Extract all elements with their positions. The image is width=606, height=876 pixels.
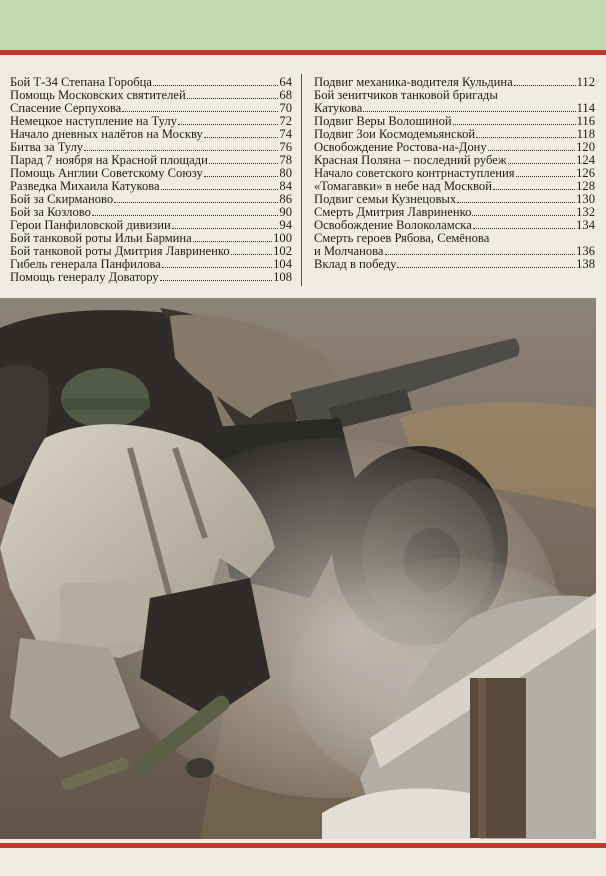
toc-leader-dots xyxy=(187,98,279,99)
toc-leader-dots xyxy=(204,176,279,177)
toc-entry-page: 76 xyxy=(279,140,292,154)
toc-entry-title-line1: Смерть героев Рябова, Семёнова xyxy=(314,231,490,245)
toc-entry-page: 86 xyxy=(279,192,292,206)
toc-leader-dots xyxy=(193,241,272,242)
bottom-margin xyxy=(0,848,606,876)
toc-entry-page: 90 xyxy=(279,205,292,219)
toc-entry-title: Подвиг механика-водителя Кульдина xyxy=(314,75,513,89)
toc-entry-page: 68 xyxy=(279,88,292,102)
toc-entry-page: 108 xyxy=(273,270,292,284)
toc-entry-page: 72 xyxy=(279,114,292,128)
toc-leader-dots xyxy=(363,111,575,112)
toc-entry-page: 112 xyxy=(576,75,595,89)
toc-leader-dots xyxy=(397,267,575,268)
toc-leader-dots xyxy=(84,150,278,151)
toc-entry-title: Бой танковой роты Дмитрия Лавриненко xyxy=(10,244,230,258)
toc-entry-page: 136 xyxy=(576,244,595,258)
toc-entry-page: 64 xyxy=(279,75,292,89)
toc-entry-title: Помощь генералу Доватору xyxy=(10,270,159,284)
toc-entry-page: 100 xyxy=(273,231,292,245)
toc-entry-title: Красная Поляна – последний рубеж xyxy=(314,153,507,167)
toc-leader-dots xyxy=(204,137,279,138)
toc-entry-title: Разведка Михаила Катукова xyxy=(10,179,160,193)
toc-entry-title: Освобождение Ростова-на-Дону xyxy=(314,140,487,154)
toc-entry-page: 104 xyxy=(273,257,292,271)
toc-leader-dots xyxy=(385,254,576,255)
toc-entry[interactable] xyxy=(314,232,595,258)
toc-leader-dots xyxy=(178,124,279,125)
toc-entry[interactable] xyxy=(314,258,595,271)
toc-entry-title: Гибель генерала Панфилова xyxy=(10,257,161,271)
toc-leader-dots xyxy=(472,215,575,216)
toc-entry-page: 114 xyxy=(576,101,595,115)
toc-leader-dots xyxy=(231,254,272,255)
battle-photo xyxy=(0,298,596,839)
toc-entry-title: Помощь Англии Советскому Союзу xyxy=(10,166,203,180)
toc-leader-dots xyxy=(114,202,278,203)
toc-entry-page: 116 xyxy=(576,114,595,128)
toc-entry-page: 138 xyxy=(576,257,595,271)
toc-entry[interactable] xyxy=(10,271,292,284)
toc-leader-dots xyxy=(493,189,575,190)
toc-leader-dots xyxy=(172,228,279,229)
toc-entry-page: 128 xyxy=(576,179,595,193)
toc-entry-page: 134 xyxy=(576,218,595,232)
toc-entry-page: 94 xyxy=(279,218,292,232)
toc-leader-dots xyxy=(457,202,575,203)
toc-entry-page: 80 xyxy=(279,166,292,180)
top-red-rule xyxy=(0,50,606,55)
toc-leader-dots xyxy=(92,215,278,216)
top-color-band xyxy=(0,0,606,50)
toc-entry-page: 120 xyxy=(576,140,595,154)
toc-entry-page: 84 xyxy=(279,179,292,193)
toc-entry-title-line1: Бой зенитчиков танковой бригады xyxy=(314,88,498,102)
toc-entry-page: 70 xyxy=(279,101,292,115)
toc-leader-dots xyxy=(161,189,279,190)
toc-entry-title: Битва за Тулу xyxy=(10,140,84,154)
toc-entry-title: Подвиг Зои Космодемьянской xyxy=(314,127,476,141)
toc-entry[interactable] xyxy=(314,89,595,115)
toc-entry-title: Бой танковой роты Ильи Бармина xyxy=(10,231,192,245)
toc-right-column xyxy=(314,76,595,271)
toc-entry-page: 118 xyxy=(576,127,595,141)
toc-entry-title: Герои Панфиловской дивизии xyxy=(10,218,171,232)
toc-entry-title: Бой за Скирманово xyxy=(10,192,114,206)
column-divider xyxy=(301,74,302,286)
toc-leader-dots xyxy=(514,85,576,86)
toc-entry-title: Подвиг семьи Кузнецовых xyxy=(314,192,457,206)
toc-entry-page: 132 xyxy=(576,205,595,219)
toc-entry-title: и Молчанова xyxy=(314,244,384,258)
toc-entry-title: Начало советского контрнаступления xyxy=(314,166,515,180)
toc-entry-page: 74 xyxy=(279,127,292,141)
toc-leader-dots xyxy=(122,111,278,112)
toc-leader-dots xyxy=(209,163,279,164)
toc-entry-title: Помощь Московских святителей xyxy=(10,88,186,102)
artillery-crew-illustration xyxy=(0,298,596,839)
toc-entry-title: «Томагавки» в небе над Москвой xyxy=(314,179,492,193)
toc-leader-dots xyxy=(508,163,576,164)
toc-leader-dots xyxy=(516,176,576,177)
toc-entry-title: Подвиг Веры Волошиной xyxy=(314,114,452,128)
toc-entry-title: Освобождение Волоколамска xyxy=(314,218,472,232)
toc-leader-dots xyxy=(162,267,272,268)
toc-leader-dots xyxy=(488,150,575,151)
toc-leader-dots xyxy=(473,228,575,229)
toc-entry-page: 124 xyxy=(576,153,595,167)
toc-entry-title: Начало дневных налётов на Москву xyxy=(10,127,203,141)
toc-entry-title: Парад 7 ноября на Красной площади xyxy=(10,153,208,167)
toc-entry-title: Вклад в победу xyxy=(314,257,397,271)
toc-left-column xyxy=(10,76,292,284)
toc-entry-page: 126 xyxy=(576,166,595,180)
toc-entry-page: 102 xyxy=(273,244,292,258)
toc-leader-dots xyxy=(453,124,576,125)
toc-leader-dots xyxy=(160,280,272,281)
toc-entry-title: Спасение Серпухова xyxy=(10,101,122,115)
toc-leader-dots xyxy=(476,137,575,138)
toc-leader-dots xyxy=(153,85,278,86)
toc-entry-title: Бой Т-34 Степана Горобца xyxy=(10,75,152,89)
toc-entry-title: Смерть Дмитрия Лавриненко xyxy=(314,205,472,219)
toc-entry-page: 78 xyxy=(279,153,292,167)
toc-entry-page: 130 xyxy=(576,192,595,206)
toc-entry-title: Катукова xyxy=(314,101,363,115)
toc-entry-title: Бой за Козлово xyxy=(10,205,91,219)
toc-entry-title: Немецкое наступление на Тулу xyxy=(10,114,177,128)
